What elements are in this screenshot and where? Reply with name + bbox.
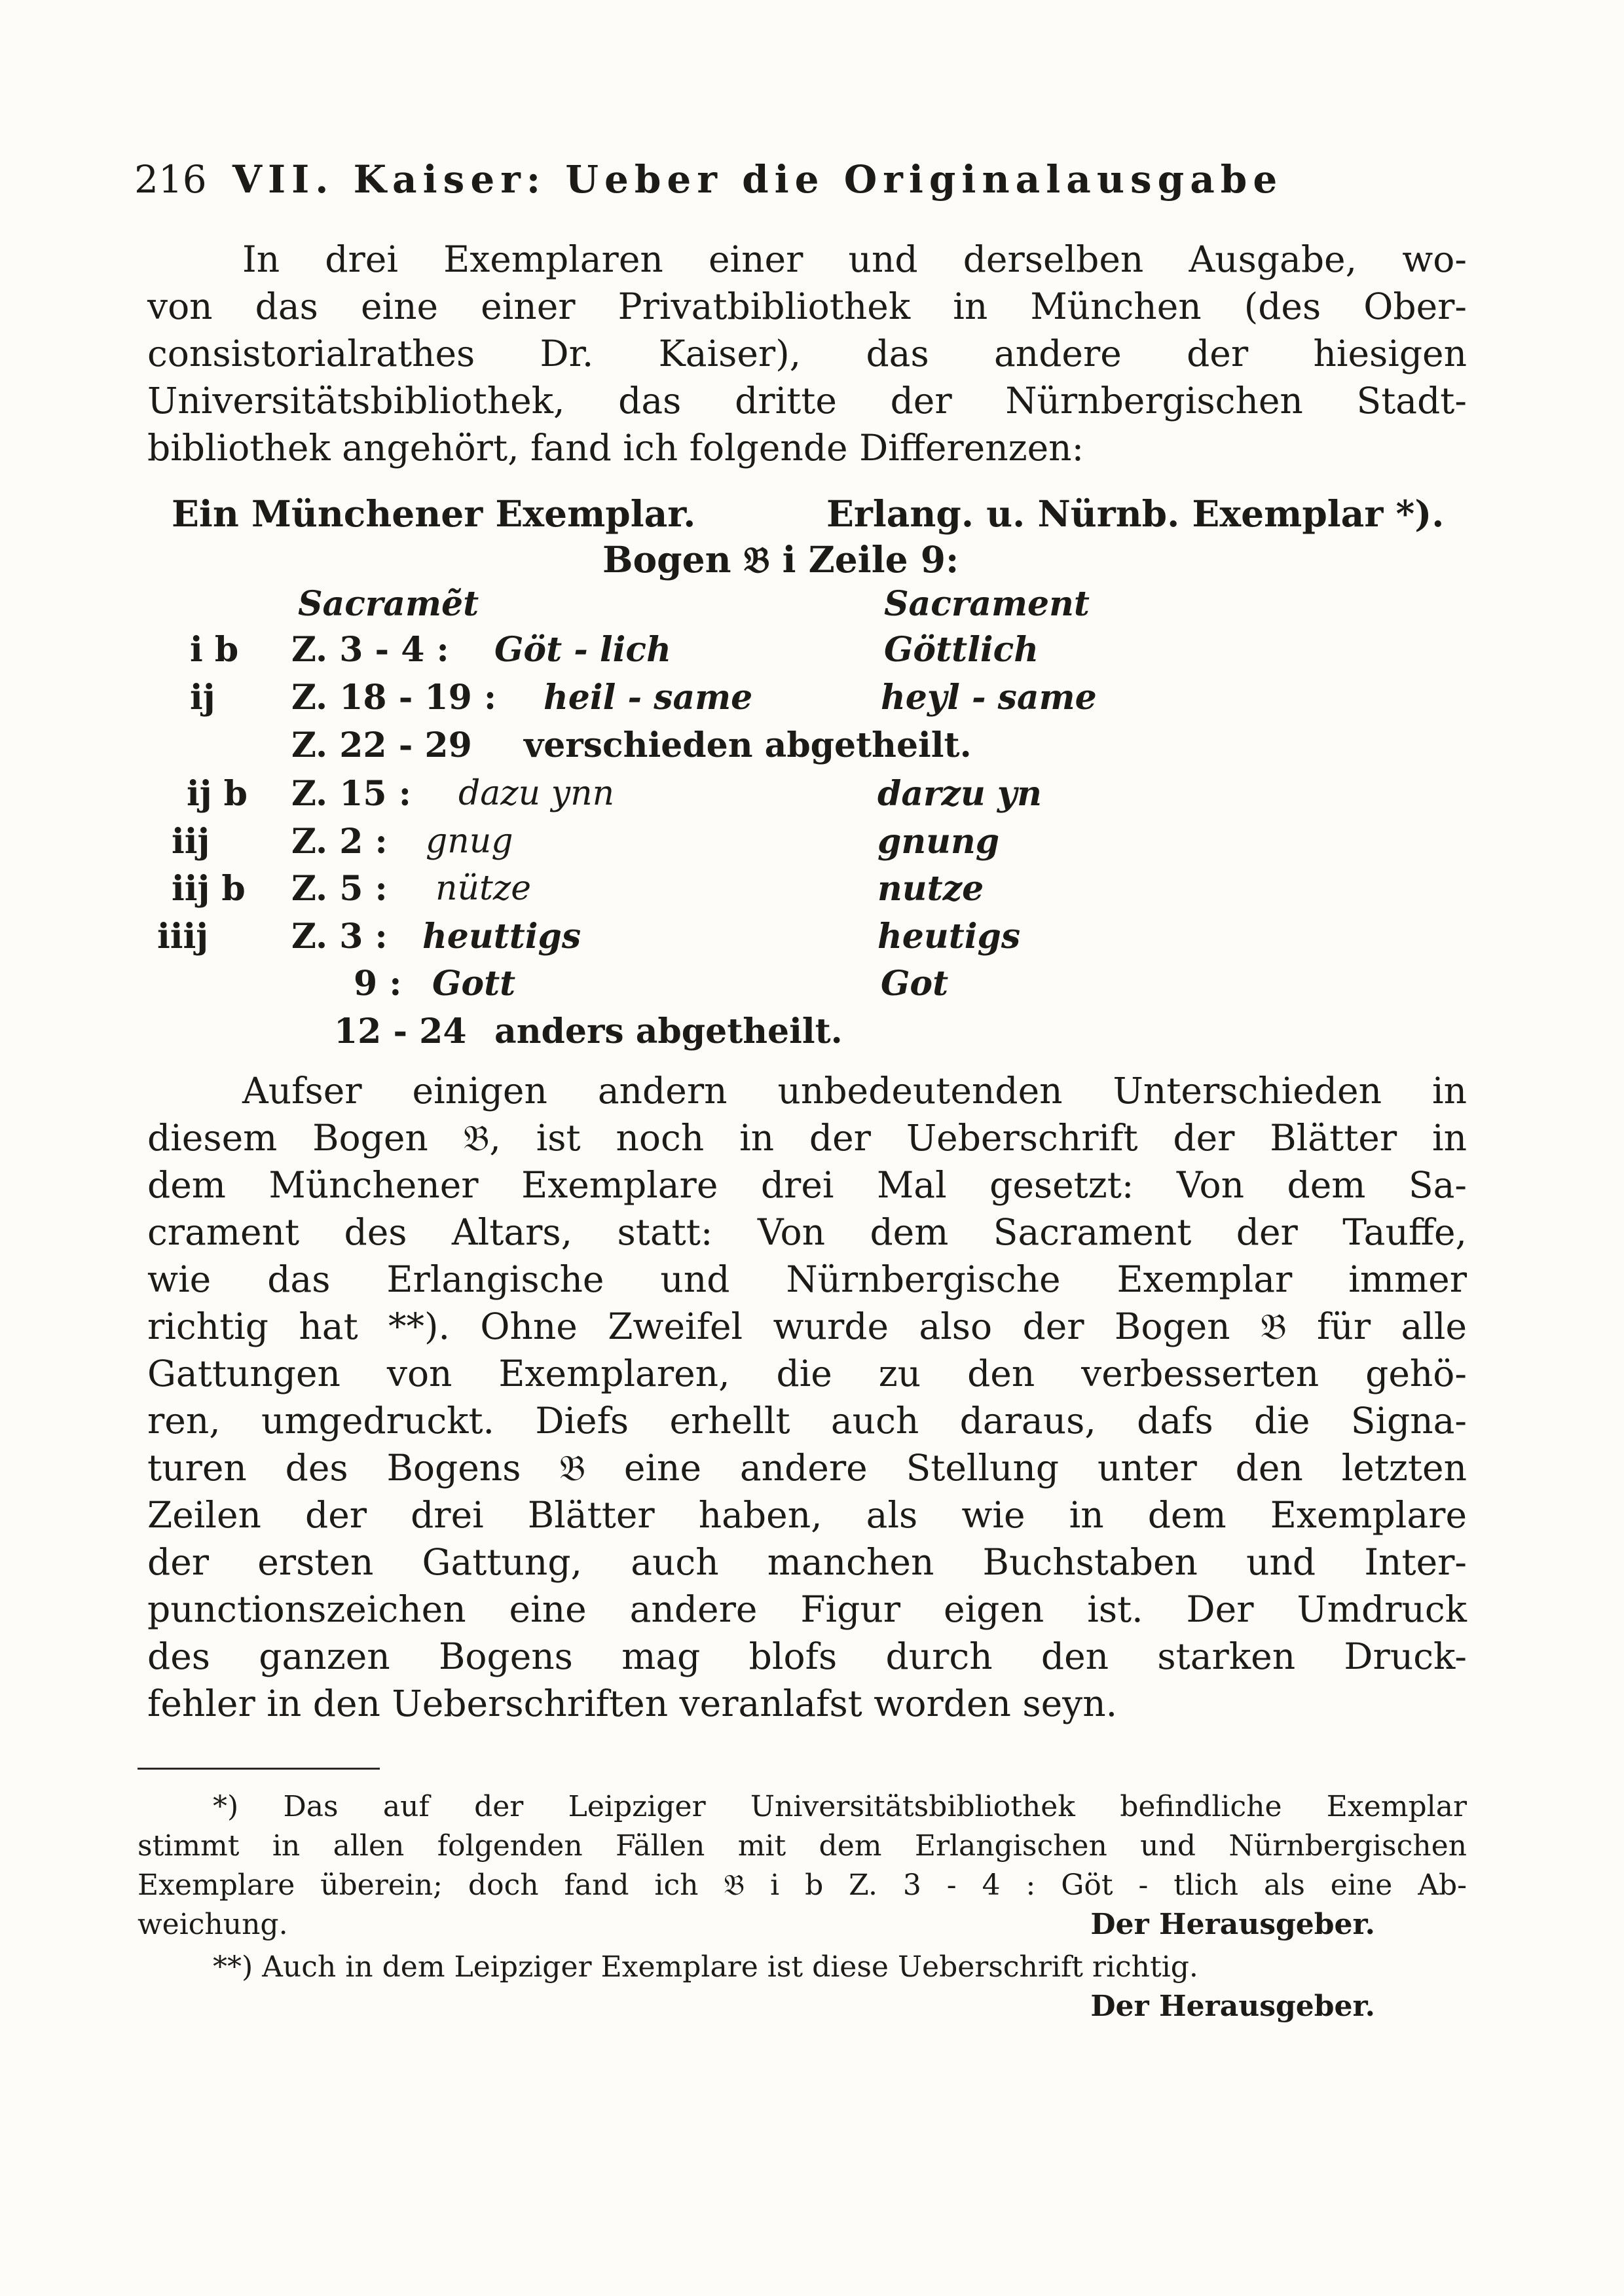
line-ref: Z. 15 : <box>291 774 411 814</box>
text-line: diesem Bogen 𝔅, ist noch in der Ueberschrift der Blätter in <box>147 1117 1467 1159</box>
line-ref: 12 - 24 <box>334 1011 467 1051</box>
munich-reading: Göt - lich <box>494 630 671 670</box>
footnote-1 <box>138 1787 1467 1944</box>
text-line: wie das Erlangische und Nürnbergische Exemplar immer <box>147 1258 1467 1300</box>
munich-reading: heil - same <box>544 678 753 718</box>
line-ref: Z. 22 - 29 <box>291 725 472 765</box>
text-line: von das eine einer Privatbibliothek in München (des Ober- <box>147 285 1467 327</box>
footnote-line: stimmt in allen folgenden Fällen mit dem Erlangischen und Nürnbergischen <box>138 1829 1467 1863</box>
line-ref: Z. 3 : <box>291 917 388 957</box>
line-ref: 9 : <box>354 964 402 1004</box>
running-title: VII. Kaiser: Ueber die Originalausgabe <box>232 157 1283 202</box>
comparison-subheading: Bogen 𝔅 i Zeile 9: <box>602 538 959 581</box>
line-ref: Z. 5 : <box>291 869 388 909</box>
sheet-ref: iiij <box>157 917 209 957</box>
erlangen-reading: nutze <box>877 869 984 909</box>
text-line: Universitätsbibliothek, das dritte der Nürnbergischen Stadt- <box>147 380 1467 422</box>
text-line: ren, umgedruckt. Diefs erhellt auch daraus, dafs die Signa- <box>147 1400 1467 1442</box>
sheet-ref: ij <box>190 678 215 718</box>
footnote-signature: Der Herausgeber. <box>1090 1990 1375 2023</box>
sheet-ref: i b <box>190 630 239 670</box>
text-line: Zeilen der drei Blätter haben, als wie in dem Exemplare <box>147 1494 1467 1536</box>
sheet-ref: iij b <box>172 869 246 909</box>
text-line: turen des Bogens 𝔅 eine andere Stellung unter den letzten <box>147 1447 1467 1489</box>
text-line: dem Münchener Exemplare drei Mal gesetzt: Von dem Sa- <box>147 1164 1467 1206</box>
munich-reading: dazu ynn <box>458 774 615 813</box>
text-line: consistorialrathes Dr. Kaiser), das andere der hiesigen <box>147 333 1467 374</box>
text-line: der ersten Gattung, auch manchen Buchstaben und Inter- <box>147 1541 1467 1583</box>
text-line: richtig hat **). Ohne Zweifel wurde also der Bogen 𝔅 für alle <box>147 1305 1467 1347</box>
text-line: Aufser einigen andern unbedeutenden Unterschieden in <box>242 1070 1467 1112</box>
sheet-ref: ij b <box>187 774 248 814</box>
text-line: crament des Altars, statt: Von dem Sacrament der Tauffe, <box>147 1211 1467 1253</box>
erlangen-reading: heyl - same <box>881 678 1097 718</box>
erlangen-reading: Sacrament <box>884 584 1090 624</box>
footnote-divider <box>138 1768 380 1770</box>
text-line: fehler in den Ueberschriften veranlafst worden seyn. <box>147 1683 1118 1724</box>
intro-paragraph <box>147 236 1467 471</box>
footnote-line: **) Auch in dem Leipziger Exemplare ist diese Ueberschrift richtig. <box>213 1950 1198 1984</box>
footnote-line: *) Das auf der Leipziger Universitätsbibliothek befindliche Exemplar <box>213 1790 1467 1823</box>
munich-reading: Sacramẽt <box>298 584 479 624</box>
erlangen-reading: Göttlich <box>884 630 1039 670</box>
text-line: Gattungen von Exemplaren, die zu den verbesserten gehö- <box>147 1353 1467 1394</box>
munich-reading: heuttigs <box>422 917 581 957</box>
erlangen-reading: heutigs <box>877 917 1021 957</box>
footnote-line: weichung. Der Herausgeber. <box>138 1905 1467 1944</box>
erlangen-reading: gnung <box>877 822 1000 862</box>
line-ref: Z. 2 : <box>291 822 388 862</box>
running-header <box>134 157 1365 202</box>
footnote-line: Exemplare überein; doch fand ich 𝔅 i b Z. 3 - 4 : Göt - tlich als eine Ab- <box>138 1868 1467 1902</box>
text-line: des ganzen Bogens mag blofs durch den starken Druck- <box>147 1635 1467 1677</box>
note-text: verschieden abgetheilt. <box>524 725 972 765</box>
erlangen-reading: Got <box>881 964 949 1004</box>
right-column-heading: Erlang. u. Nürnb. Exemplar *). <box>826 492 1445 535</box>
text-line: bibliothek angehört, fand ich folgende Differenzen: <box>147 427 1084 469</box>
body-paragraph <box>147 1067 1467 1727</box>
munich-reading: gnug <box>426 822 513 861</box>
munich-reading: Gott <box>432 964 516 1004</box>
note-text: anders abgetheilt. <box>494 1011 843 1051</box>
text-line: punctionszeichen eine andere Figur eigen ist. Der Umdruck <box>147 1588 1467 1630</box>
footnote-2 <box>138 1948 1467 2026</box>
line-ref: Z. 3 - 4 : <box>291 630 449 670</box>
page-number: 216 <box>134 157 207 202</box>
munich-reading: nütze <box>435 869 532 908</box>
footnote-signature: Der Herausgeber. <box>1090 1908 1375 1941</box>
left-column-heading: Ein Münchener Exemplar. <box>172 492 696 535</box>
text-line: In drei Exemplaren einer und derselben Ausgabe, wo- <box>242 238 1467 280</box>
erlangen-reading: darzu yn <box>877 774 1042 814</box>
line-ref: Z. 18 - 19 : <box>291 678 497 718</box>
sheet-ref: iij <box>172 822 210 862</box>
